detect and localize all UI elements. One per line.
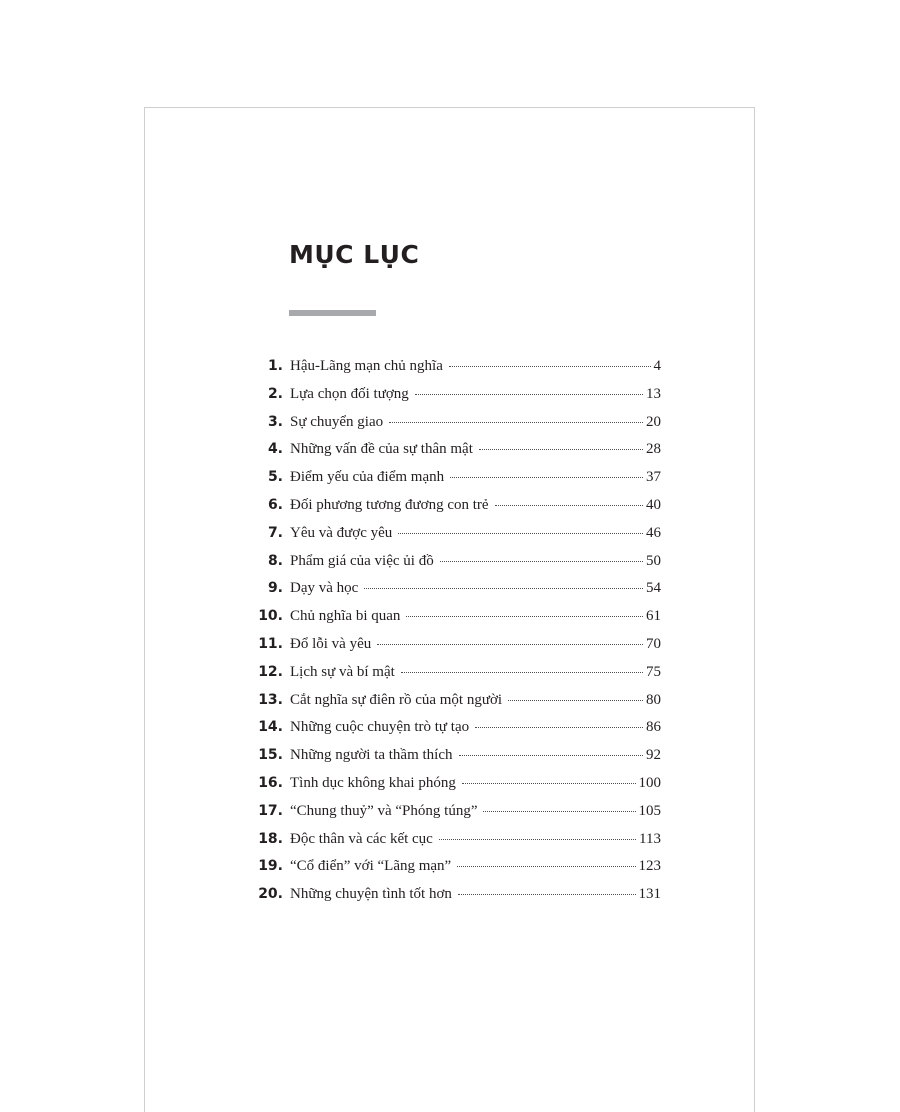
- toc-entry[interactable]: [245, 553, 661, 581]
- toc-entry[interactable]: [245, 636, 661, 664]
- entry-page: 75: [646, 663, 661, 680]
- entry-number: 13.: [258, 691, 283, 708]
- entry-title: Hậu-Lãng mạn chủ nghĩa: [290, 358, 443, 374]
- toc-entry[interactable]: [245, 580, 661, 608]
- entry-page: 20: [646, 413, 661, 430]
- dot-leader: [377, 644, 643, 645]
- dot-leader: [475, 727, 643, 728]
- dot-leader: [479, 449, 643, 450]
- dot-leader: [401, 672, 643, 673]
- toc-entry[interactable]: [245, 525, 661, 553]
- toc-entry[interactable]: [245, 664, 661, 692]
- entry-page: 4: [653, 358, 661, 374]
- entry-number: 1.: [267, 358, 283, 374]
- dot-leader: [508, 700, 643, 701]
- entry-page: 113: [639, 830, 661, 847]
- toc-entry[interactable]: [245, 386, 661, 414]
- dot-leader: [459, 755, 643, 756]
- entry-page: 92: [646, 747, 661, 764]
- entry-number: 19.: [258, 858, 283, 875]
- dot-leader: [439, 839, 636, 840]
- entry-number: 3.: [267, 413, 283, 430]
- entry-page: 105: [638, 802, 661, 819]
- entry-number: 6.: [267, 496, 283, 513]
- toc-entry[interactable]: [245, 441, 661, 469]
- entry-number: 16.: [258, 774, 283, 791]
- book-page: [144, 107, 755, 1112]
- toc-entry[interactable]: [245, 719, 661, 747]
- toc-title: MỤC LỤC: [289, 240, 420, 269]
- entry-number: 5.: [267, 469, 283, 486]
- entry-title: Những vấn đề của sự thân mật: [290, 441, 473, 458]
- entry-page: 40: [646, 496, 661, 513]
- entry-number: 12.: [258, 663, 283, 680]
- entry-title: Cắt nghĩa sự điên rồ của một người: [290, 691, 503, 708]
- entry-title: Đối phương tương đương con trẻ: [290, 496, 489, 513]
- dot-leader: [458, 894, 636, 895]
- toc-entry[interactable]: [245, 775, 661, 803]
- entry-page: 46: [646, 524, 661, 541]
- toc-entry[interactable]: [245, 497, 661, 525]
- toc-entry[interactable]: [245, 886, 661, 914]
- entry-number: 17.: [258, 802, 283, 819]
- entry-title: Phẩm giá của việc ủi đồ: [290, 552, 434, 569]
- toc-entry[interactable]: [245, 803, 661, 831]
- dot-leader: [495, 505, 643, 506]
- entry-title: Điểm yếu của điểm mạnh: [290, 469, 445, 486]
- entry-title: Đổ lỗi và yêu: [290, 635, 372, 652]
- entry-title: Chủ nghĩa bi quan: [290, 608, 401, 625]
- entry-number: 8.: [267, 552, 283, 569]
- entry-number: 18.: [258, 830, 283, 847]
- dot-leader: [483, 811, 635, 812]
- entry-title: Những chuyện tình tốt hơn: [290, 886, 452, 903]
- dot-leader: [440, 561, 643, 562]
- dot-leader: [450, 477, 643, 478]
- entry-title: Những cuộc chuyện trò tự tạo: [290, 719, 470, 736]
- entry-number: 20.: [258, 886, 283, 903]
- toc-list: [245, 358, 661, 914]
- entry-title: Dạy và học: [290, 580, 359, 597]
- entry-title: Lựa chọn đối tượng: [290, 385, 409, 402]
- dot-leader: [364, 588, 643, 589]
- entry-number: 4.: [267, 441, 283, 458]
- entry-page: 80: [646, 691, 661, 708]
- entry-page: 13: [646, 385, 661, 402]
- toc-entry[interactable]: [245, 858, 661, 886]
- entry-page: 123: [638, 858, 661, 875]
- toc-entry[interactable]: [245, 692, 661, 720]
- entry-title: “Cổ điển” với “Lãng mạn”: [290, 858, 452, 875]
- entry-page: 70: [646, 635, 661, 652]
- entry-page: 54: [646, 580, 661, 597]
- entry-page: 100: [638, 774, 661, 791]
- toc-entry[interactable]: [245, 414, 661, 442]
- entry-number: 7.: [267, 524, 283, 541]
- dot-leader: [457, 866, 635, 867]
- entry-page: 61: [646, 608, 661, 625]
- dot-leader: [406, 616, 643, 617]
- toc-entry[interactable]: [245, 831, 661, 859]
- entry-page: 28: [646, 441, 661, 458]
- entry-title: Yêu và được yêu: [290, 524, 393, 541]
- entry-page: 131: [638, 886, 661, 903]
- entry-title: Sự chuyển giao: [290, 413, 384, 430]
- entry-page: 50: [646, 552, 661, 569]
- entry-page: 86: [646, 719, 661, 736]
- entry-number: 9.: [267, 580, 283, 597]
- entry-number: 11.: [258, 635, 283, 652]
- entry-page: 37: [646, 469, 661, 486]
- toc-entry[interactable]: [245, 469, 661, 497]
- dot-leader: [462, 783, 636, 784]
- entry-number: 10.: [258, 608, 283, 625]
- toc-entry[interactable]: [245, 358, 661, 386]
- entry-title: Độc thân và các kết cục: [290, 830, 433, 847]
- entry-title: Những người ta thầm thích: [290, 747, 453, 764]
- dot-leader: [449, 366, 651, 367]
- entry-title: Tình dục không khai phóng: [290, 774, 456, 791]
- dot-leader: [415, 394, 643, 395]
- toc-entry[interactable]: [245, 747, 661, 775]
- dot-leader: [389, 422, 643, 423]
- entry-number: 14.: [258, 719, 283, 736]
- entry-title: Lịch sự và bí mật: [290, 663, 395, 680]
- toc-entry[interactable]: [245, 608, 661, 636]
- entry-number: 15.: [258, 747, 283, 764]
- entry-number: 2.: [267, 385, 283, 402]
- entry-title: “Chung thuỷ” và “Phóng túng”: [290, 802, 478, 819]
- dot-leader: [398, 533, 643, 534]
- title-underline: [289, 310, 376, 316]
